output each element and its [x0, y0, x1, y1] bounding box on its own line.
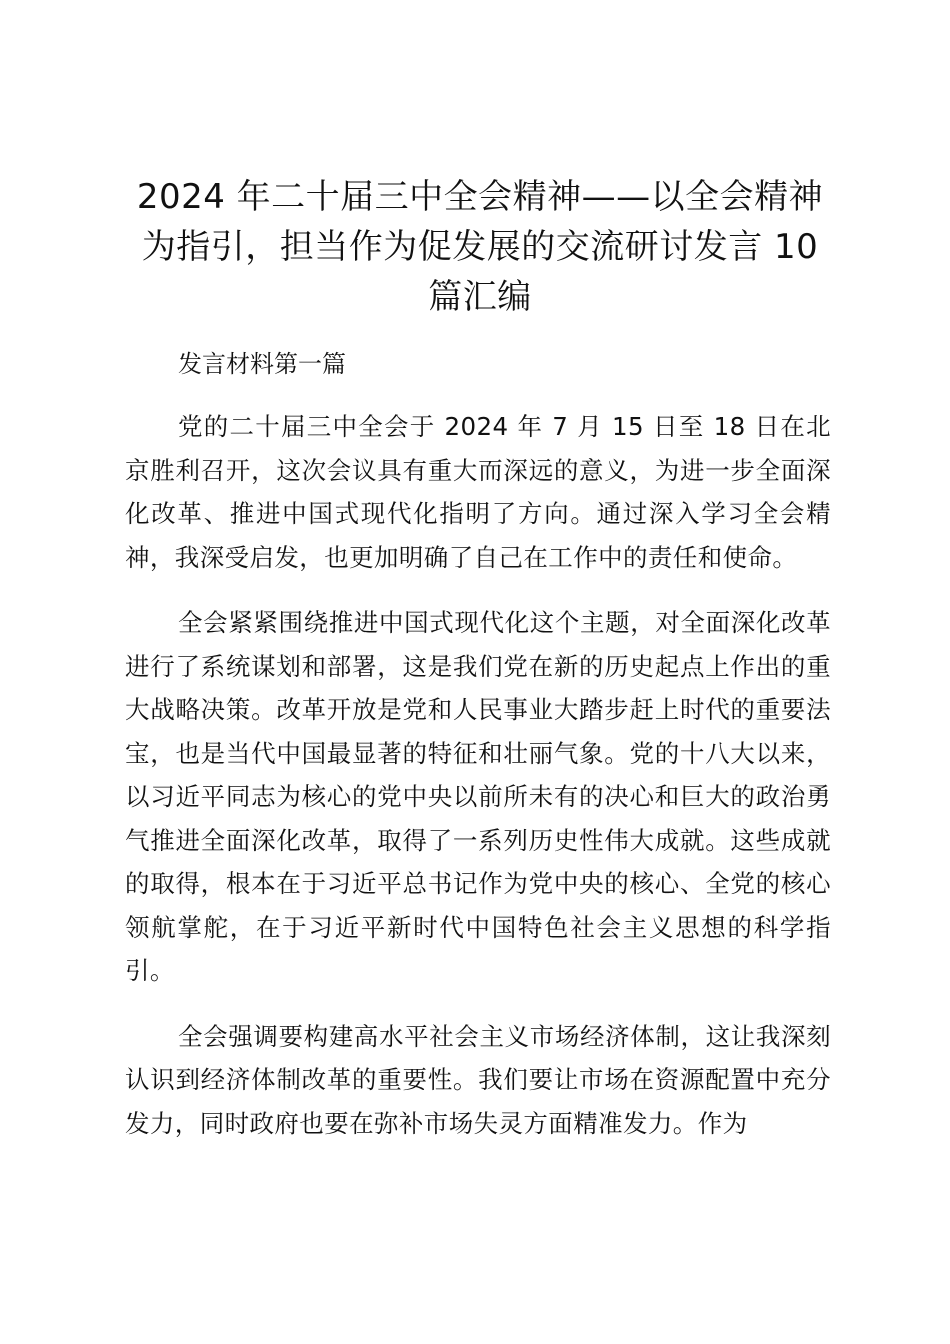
document-body	[125, 342, 831, 1167]
title-line-3: 篇汇编	[428, 277, 532, 317]
paragraph-1: 党的二十届三中全会于 2024 年 7 月 15 日至 18 日在北京胜利召开，这次会议具有重大而深远的意义，为进一步全面深化改革、推进中国式现代化指明了方向。通过深入学习全会精神，我深受启发，也更加明确了自己在工作中的责任和使命。	[125, 412, 831, 572]
paragraph-2: 全会紧紧围绕推进中国式现代化这个主题，对全面深化改革进行了系统谋划和部署，这是我们党在新的历史起点上作出的重大战略决策。改革开放是党和人民事业大踏步赶上时代的重要法宝，也是当代中国最显著的特征和壮丽气象。党的十八大以来，以习近平同志为核心的党中央以前所未有的决心和巨大的政治勇气推进全面深化改革，取得了一系列历史性伟大成就。这些成就的取得，根本在于习近平总书记作为党中央的核心、全党的核心领航掌舵，在于习近平新时代中国特色社会主义思想的科学指引。	[125, 608, 831, 985]
title-line-1: 2024 年二十届三中全会精神——以全会精神	[136, 177, 824, 217]
section-heading: 发言材料第一篇	[178, 350, 346, 378]
paragraph-3: 全会强调要构建高水平社会主义市场经济体制，这让我深刻认识到经济体制改革的重要性。我们要让市场在资源配置中充分发力，同时政府也要在弥补市场失灵方面精准发力。作为	[125, 1021, 831, 1138]
title-line-2: 为指引，担当作为促发展的交流研讨发言 10	[141, 227, 819, 267]
document-title	[120, 172, 840, 322]
